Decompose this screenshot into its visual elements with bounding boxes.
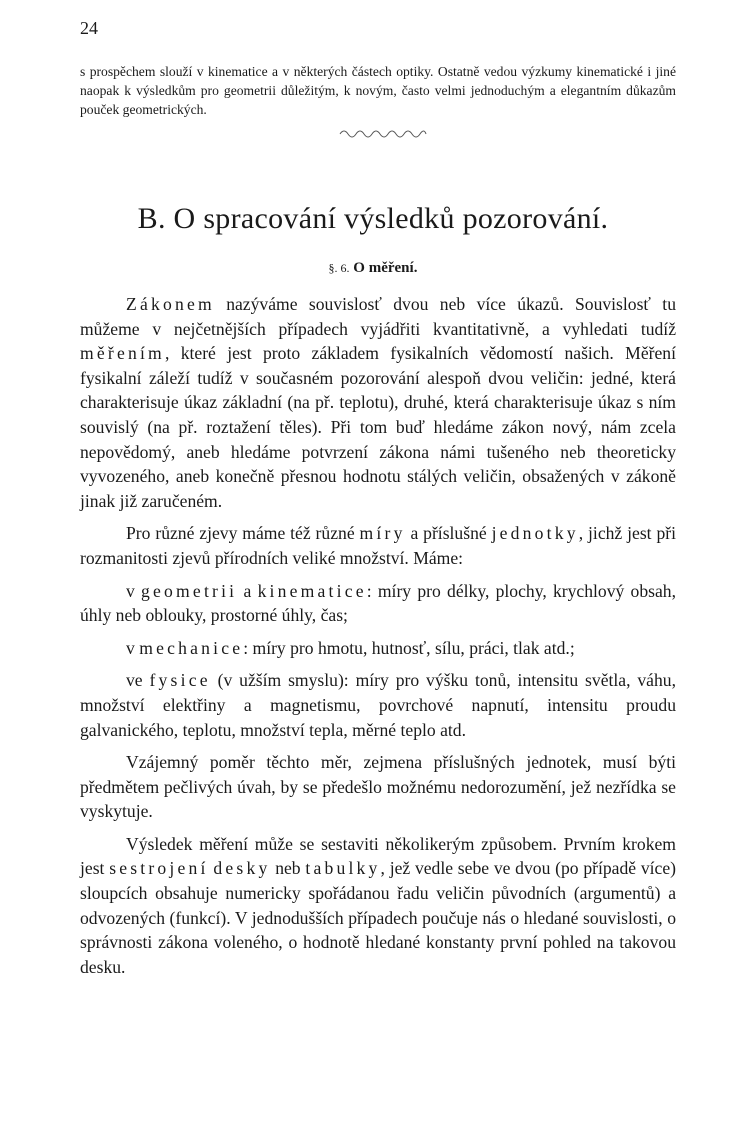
body-text [80, 292, 676, 979]
paragraph-4 [80, 636, 676, 661]
paragraph-text: Pro různé zjevy máme též různé [126, 523, 360, 544]
paragraph-1 [80, 292, 676, 513]
emphasis-term: tabulky [305, 858, 381, 879]
emphasis-term: desky [213, 858, 271, 879]
section-title: B. O spracování výsledků pozorování. [137, 202, 609, 235]
paragraph-6: Vzájemný poměr těchto měr, zejmena příslušných jednotek, musí býti předmětem pečlivých úvah, by se předešlo možnému nedorozumění, jež nezřídka se vyskytuje. [80, 752, 676, 822]
ornament-divider [338, 126, 428, 140]
emphasis-term: fysice [149, 670, 211, 691]
paragraph-text: a příslušné [405, 523, 492, 544]
paragraph-text: nazýváme souvislosť dvou neb více úkazů. Souvislosť tu můžeme v nejčetnějších případech vyjádřiti kvantitativně, a vyhledati tudíž [80, 294, 676, 339]
paragraph-text: (v užším smyslu): míry pro výšku tonů, intensitu světla, váhu, množství elektřiny a magnetismu, povrchové napnutí, intensitu proudu galvanického, teplotu, množství tepla, měrné teplo atd. [80, 670, 676, 740]
paragraph-3 [80, 579, 676, 628]
paragraph-text: v [126, 637, 140, 658]
emphasis-term: kinematice [257, 580, 367, 601]
emphasis-term: měřením [80, 343, 165, 364]
page-number: 24 [80, 18, 98, 38]
paragraph-text: , které jest proto základem fysikalních vědomostí našich. Měření fysikalní záleží tudíž v současném pozorování alespoň dvou veličin: jedné, která charakterisuje úkaz základní (na př. teplotu), druhé, která charakterisuje úkaz s ním souvislý (na př. roztažení těles). Při tom buď hledáme zákon nový, nám zcela nepovědomý, aneb hledáme potvrzení zákona námi tušeného neb theoreticky vyvozeného, aneb konečně přesnou hodnotu stálých veličin, obsažených v zákoně jinak již zaručeném. [80, 343, 676, 511]
subsection-title: O měření. [353, 260, 418, 276]
paragraph-text: , jež vedle sebe ve dvou (po případě více) sloupcích obsahuje numericky spořádanou řadu veličin původních (argumentů) a odvozených (funkcí). V jednodušších případech poučuje nás o hledané souvislosti, o správnosti zákona voleného, o hodnotě hledané konstanty první pohled na takovou desku. [80, 858, 676, 977]
paragraph-text: , jichž jest při rozmanitosti zjevů přírodních veliké množství. Máme: [80, 523, 676, 568]
subsection-number: §. 6. [328, 261, 350, 275]
emphasis-term: Zákonem [126, 294, 215, 314]
emphasis-term: geometrii [141, 580, 238, 601]
emphasis-term: jednotky [491, 523, 579, 544]
paragraph-text: a [237, 580, 258, 601]
subsection-heading [0, 260, 746, 277]
paragraph-5 [80, 668, 676, 742]
paragraph-text: v [126, 580, 142, 601]
paragraph-text: : míry pro hmotu, hutnosť, sílu, práci, tlak atd.; [243, 637, 575, 658]
paragraph-2 [80, 521, 676, 570]
emphasis-term: sestrojení [109, 858, 209, 879]
emphasis-term: míry [359, 523, 406, 544]
paragraph-text: ve [126, 670, 150, 691]
paragraph-text: neb [270, 858, 306, 879]
paragraph-text: : míry pro délky, plochy, krychlový obsah, úhly neb oblouky, prostorné úhly, čas; [80, 580, 676, 626]
paragraph-text: Výsledek měření může se sestaviti několikerým způsobem. Prvním krokem jest [80, 833, 676, 879]
emphasis-term: mechanice [139, 637, 244, 658]
paragraph-7 [80, 832, 676, 980]
intro-paragraph: s prospěchem slouží v kinematice a v některých částech optiky. Ostatně vedou výzkumy kinematické i jiné naopak k výsledkům pro geometrii důležitým, k novým, často velmi jednoduchým a elegantním důkazům pouček geometrických. [80, 64, 676, 117]
